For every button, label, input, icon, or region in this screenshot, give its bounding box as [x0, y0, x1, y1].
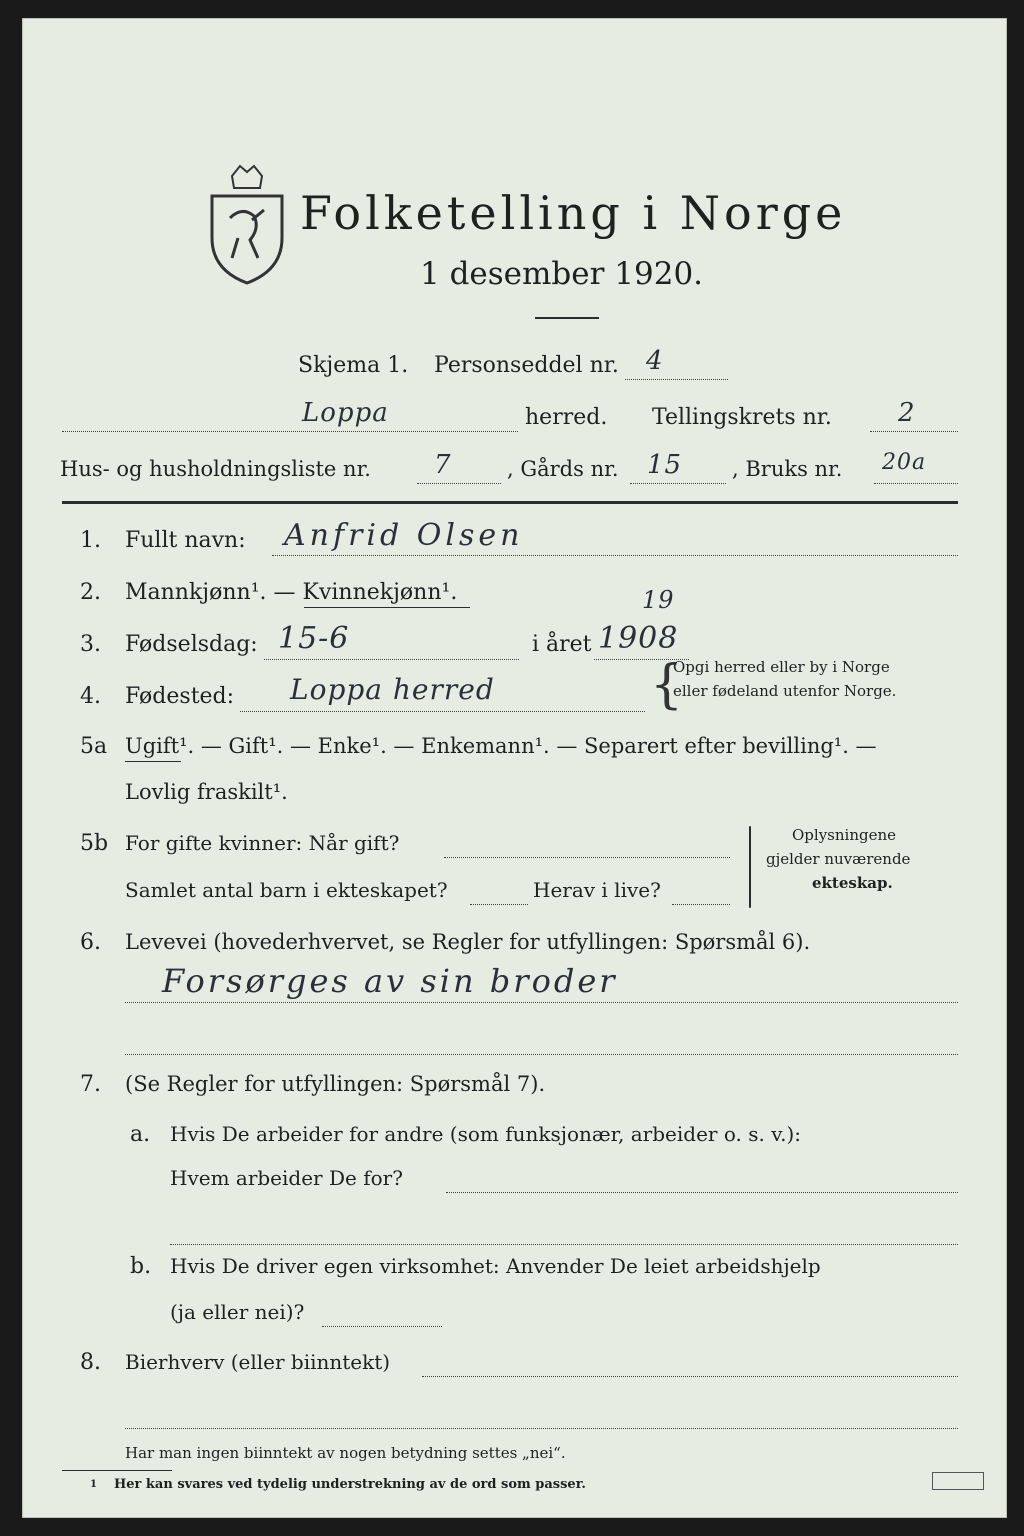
form-title: Folketelling i Norge: [300, 186, 847, 240]
q8-number: 8.: [80, 1350, 101, 1375]
tellingskrets-label: Tellingskrets nr.: [652, 405, 832, 430]
q7a-label-2: Hvem arbeider De for?: [170, 1166, 403, 1190]
census-form: Folketelling i Norge 1 desember 1920. Skjema 1. Personseddel nr. 4 Loppa herred. Tellingskrets nr. 2 Hus- og husholdningsliste nr. 7 , Gårds nr. 15 , Bruks nr. 20a 1. Fullt navn: Anfrid Olsen 2. Mannkjønn¹. — Kvinnekjønn¹. 3. Fødselsdag: 15-6 i året 1908 19 4. Fødested: Loppa herred { Opgi herred eller by i Norge eller fødeland utenfor Norge. 5a Ugift¹. — Gift¹. — Enke¹. — Enkemann¹. — Separert efter bevilling¹. — Lovlig fraskilt¹. 5b For gifte kvinner: Når gift? Samlet antal barn i ekteskapet? Herav i live? Oplysningene gjelder nuværende ekteskap. 6. Levevei (hovederhvervet, se Regler for utfyllingen: Spørsmål 6). Forsørges av sin broder 7. (Se Regler for utfyllingen: Spørsmål 7). a. Hvis De arbeider for andre (som funksjonær, arbeider o. s. v.): Hvem arbeider De for? b. Hvis De driver egen virksomhet: Anvender De leiet arbeidshjelp (ja eller nei)? 8. Bierhverv (eller biinntekt) Har man ingen biinntekt av nogen betydning settes „nei“. 1 Her kan svares ved tydelig understrekning av de ord som passer.: [22, 18, 1007, 1518]
ugift-underline: [125, 761, 181, 762]
q7-number: 7.: [80, 1072, 101, 1097]
q7b-label-2: (ja eller nei)?: [170, 1300, 305, 1324]
q6-label: Levevei (hovederhvervet, se Regler for utfyllingen: Spørsmål 6).: [125, 930, 811, 954]
q6-number: 6.: [80, 930, 101, 955]
q7b-letter: b.: [130, 1254, 152, 1279]
occupation-value: Forsørges av sin broder: [162, 962, 618, 1000]
hus-label: Hus- og husholdningsliste nr.: [60, 457, 371, 481]
footnote-mark: 1: [90, 1479, 97, 1490]
q7a-label: Hvis De arbeider for andre (som funksjonær, arbeider o. s. v.):: [170, 1122, 802, 1146]
herred-label: herred.: [525, 405, 608, 430]
marriage-note-2: gjelder nuværende: [766, 850, 911, 868]
bruks-label: , Bruks nr.: [732, 457, 843, 481]
q5a-label-2: Lovlig fraskilt¹.: [125, 780, 288, 804]
q5b-label: For gifte kvinner: Når gift?: [125, 831, 400, 855]
q4-number: 4.: [80, 684, 101, 709]
q8-label: Bierhverv (eller biinntekt): [125, 1350, 391, 1374]
q5a-label: Ugift¹. — Gift¹. — Enke¹. — Enkemann¹. — Separert efter bevilling¹. —: [125, 734, 877, 758]
coat-of-arms-icon: [202, 158, 292, 288]
bruks-value: 20a: [882, 450, 927, 475]
hus-value: 7: [434, 450, 452, 480]
q2-label: Mannkjønn¹. — Kvinnekjønn¹.: [125, 580, 458, 605]
birth-year-value: 1908: [598, 621, 679, 656]
birthplace-value: Loppa herred: [290, 673, 495, 706]
q7-label: (Se Regler for utfyllingen: Spørsmål 7).: [125, 1072, 546, 1096]
q3-label: Fødselsdag:: [125, 632, 258, 657]
gards-label: , Gårds nr.: [507, 457, 619, 481]
header-rule: [62, 501, 958, 504]
q7b-label: Hvis De driver egen virksomhet: Anvender De leiet arbeidshjelp: [170, 1254, 821, 1278]
title-divider: [535, 317, 599, 319]
q2-number: 2.: [80, 580, 101, 605]
printer-stamp: [932, 1472, 984, 1490]
schema-label: Skjema 1.: [298, 353, 409, 378]
birthday-value: 15-6: [278, 621, 350, 656]
personseddel-value: 4: [646, 346, 664, 376]
q5b-number: 5b: [80, 831, 109, 856]
tellingskrets-value: 2: [898, 398, 916, 428]
q7a-letter: a.: [130, 1122, 151, 1147]
footnote-text: Her kan svares ved tydelig understrekning av de ord som passer.: [114, 1477, 586, 1492]
form-date: 1 desember 1920.: [420, 256, 704, 292]
birthplace-note-2: eller fødeland utenfor Norge.: [673, 682, 897, 700]
birth-year-correction: 19: [642, 586, 675, 614]
q1-number: 1.: [80, 528, 101, 553]
q5a-number: 5a: [80, 734, 108, 759]
kvinnekjonn-underline: [304, 607, 470, 608]
q5b-label-2: Samlet antal barn i ekteskapet?: [125, 878, 448, 902]
q4-label: Fødested:: [125, 684, 235, 709]
q1-label: Fullt navn:: [125, 528, 246, 553]
full-name-value: Anfrid Olsen: [284, 518, 524, 553]
birth-year-label: i året: [532, 632, 592, 657]
birthplace-note-1: Opgi herred eller by i Norge: [673, 658, 890, 676]
herred-value: Loppa: [302, 398, 389, 428]
q3-number: 3.: [80, 632, 101, 657]
gards-value: 15: [647, 450, 683, 480]
footer-note: Har man ingen biinntekt av nogen betydning settes „nei“.: [125, 1444, 566, 1462]
marriage-note-1: Oplysningene: [792, 826, 897, 844]
q5b-label-3: Herav i live?: [533, 878, 661, 902]
marriage-note-3: ekteskap.: [812, 874, 893, 892]
personseddel-label: Personseddel nr.: [434, 353, 619, 378]
